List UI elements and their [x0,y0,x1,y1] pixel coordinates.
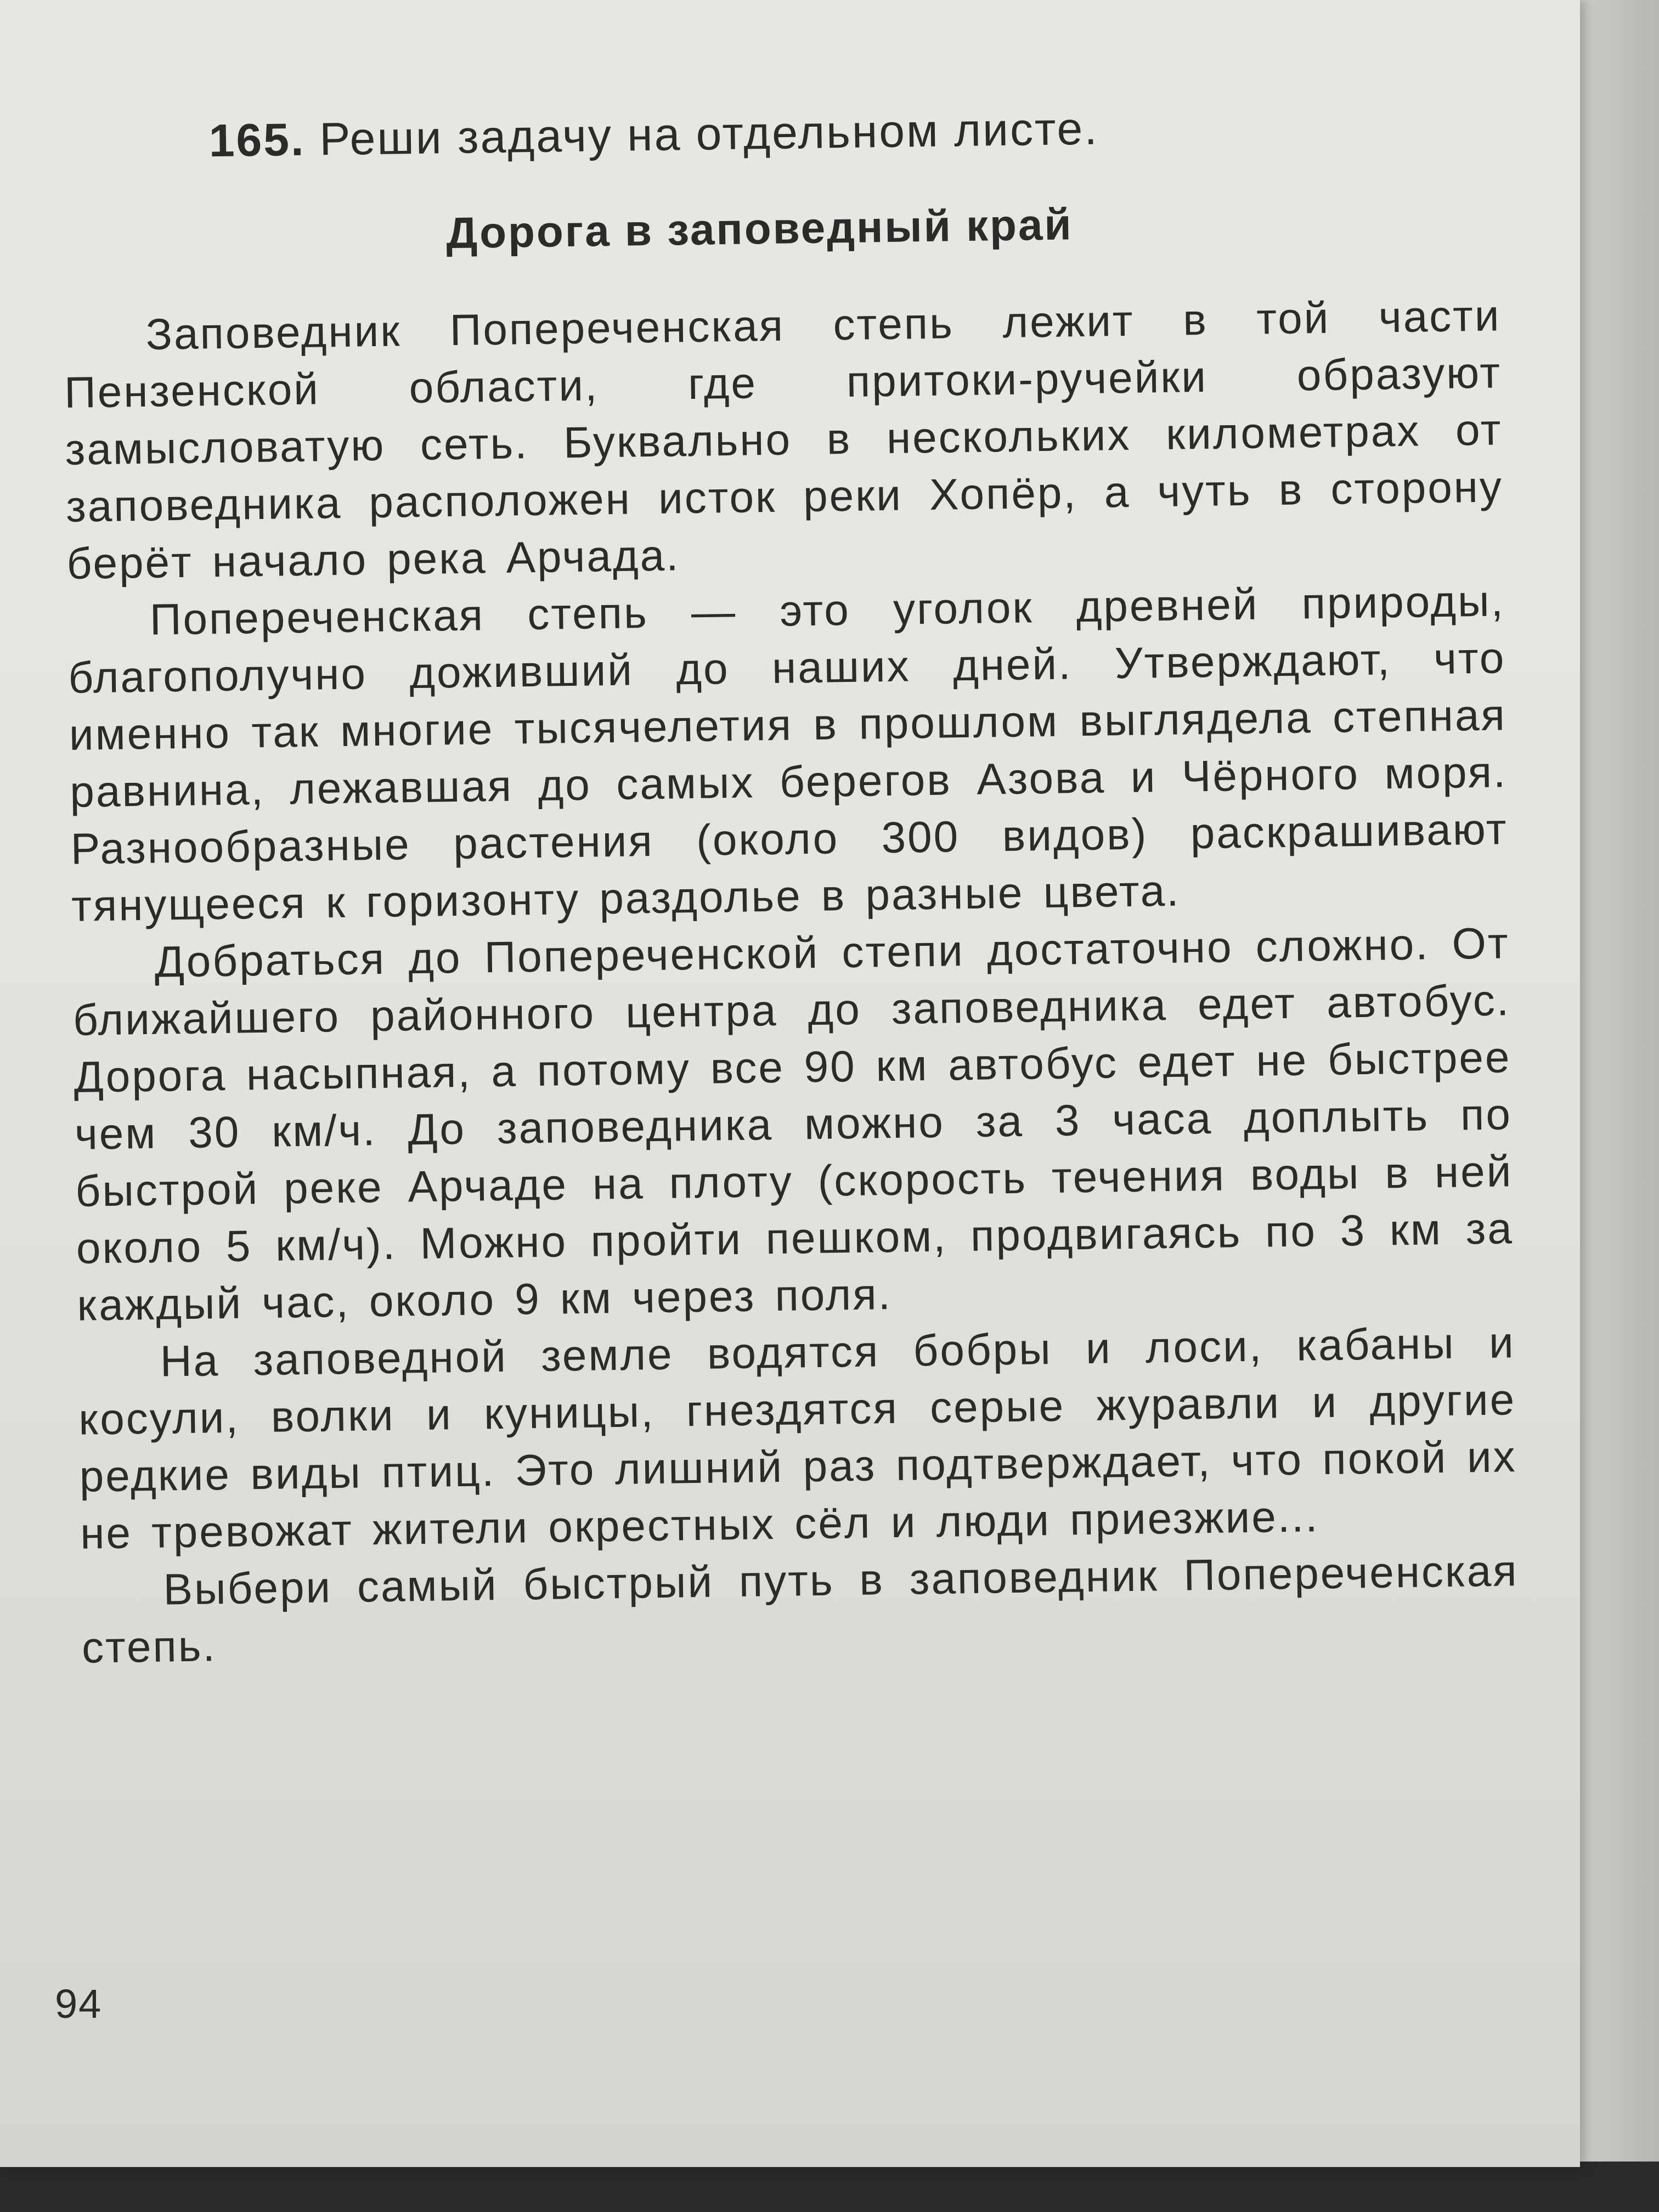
exercise-header [208,89,1498,173]
background-bottom-edge [0,2162,1659,2212]
text-body [63,287,1520,1676]
page-content [60,89,1520,1676]
page-number: 94 [55,1981,103,2027]
question-paragraph: Выбери самый быстрый путь в заповедник Попереченская степь. [81,1546,1519,1672]
paragraph: Добраться до Попереченской степи достаточно сложно. От ближайшего районного центра до заповедника едет автобус. Дорога насыпная, а потому все 90 км автобус едет не быстрее чем 30 км/ч. До заповедника можно за 3 часа доплыть по быстрой реке Арчаде на плоту (скорость течения воды в ней около 5 км/ч). Можно пройти пешком, продвигаясь по 3 км за каждый час, около 9 км через поля. [72,918,1514,1330]
exercise-number: 165. [208,113,306,167]
text-title: Дорога в заповедный край [445,200,1074,258]
paragraph: Попереченская степь — это уголок древней природы, благополучно доживший до наших дней. Утверждают, что именно так многие тысячелетия в прошлом выглядела степная равнина, лежавшая до самых берегов Азова и Чёрного моря. Разнообразные растения (около 300 видов) раскрашивают тянущееся к горизонту раздолье в разные цвета. [67,576,1509,930]
exercise-instruction: Реши задачу на отдельном листе. [319,102,1099,165]
paragraph: Заповедник Попереченская степь лежит в той части Пензенской области, где притоки-ручейки образуют замысловатую сеть. Буквально в нескольких километрах от заповедника расположен исток реки Хопёр, а чуть в сторону берёт начало река Арчада. [64,291,1504,588]
paragraph: На заповедной земле водятся бобры и лоси, кабаны и косули, волки и куницы, гнездятся серые журавли и другие редкие виды птиц. Это лишний раз подтверждает, что покой их не тревожат жители окрестных сёл и люди приезжие... [78,1318,1517,1558]
